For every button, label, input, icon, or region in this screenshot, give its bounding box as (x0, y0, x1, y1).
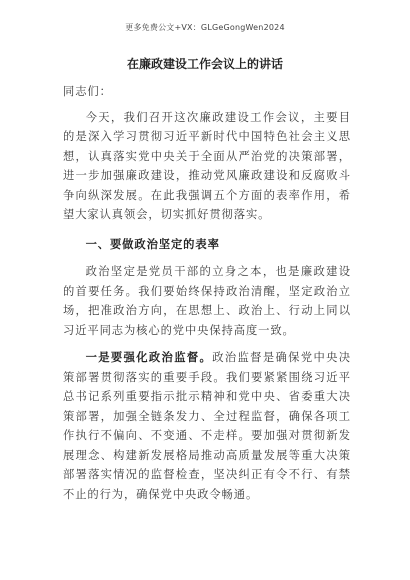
section-1-paragraph: 政治坚定是党员干部的立身之本，也是廉政建设的首要任务。我们要始终保持政治清醒，坚定政治立场，把准政治方向，在思想上、政治上、行动上同以习近平同志为核心的党中央保持高度一致。 (63, 265, 351, 337)
point-1-lead: 一是要强化政治监督。 (85, 351, 213, 364)
header-note: 更多免费公文+VX：GLGeGongWen2024 (125, 23, 285, 32)
document-title: 在廉政建设工作会议上的讲话 (126, 57, 283, 71)
point-1-text: 政治监督是确保党中央决策部署贯彻落实的重要手段。我们要紧紧围绕习近平总书记系列重要指示批示精神和党中央、省委重大决策部署，加强全链条发力、全过程监督，确保各项工作执行不偏向、不变通、不走样。要加强对贯彻新发展理念、构建新发展格局推动高质量发展等重大决策部署落实情况的监督检查，坚决纠正有令不行、有禁不止的行为，确保党中央政令畅通。 (63, 351, 351, 501)
intro-paragraph: 今天，我们召开这次廉政建设工作会议，主要目的是深入学习贯彻习近平新时代中国特色社会主义思想，认真落实党中央关于全面从严治党的决策部署，进一步加强廉政建设，推动党风廉政建设和反腐败斗争向纵深发展。在此我强调五个方面的表率作用，希望大家认真领会，切实抓好贯彻落实。 (63, 110, 351, 221)
section-heading-1: 一、要做政治坚定的表率 (85, 237, 220, 251)
document-body (63, 82, 351, 512)
salutation: 同志们： (63, 85, 112, 98)
point-1-paragraph (63, 348, 351, 504)
